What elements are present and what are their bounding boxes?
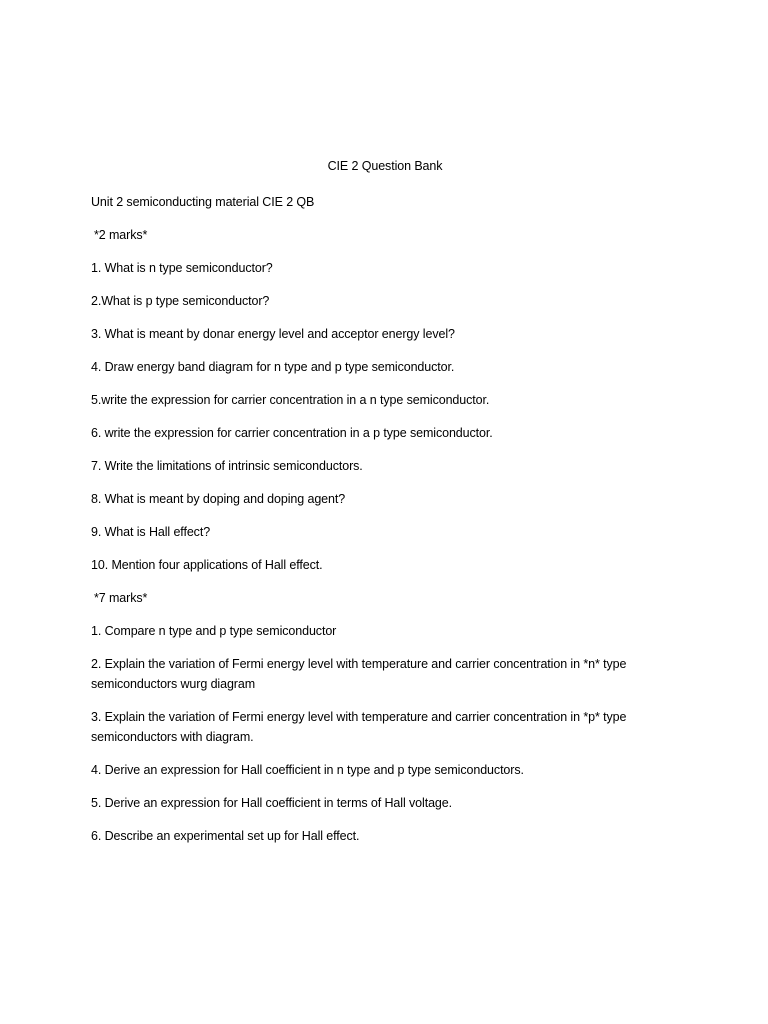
- question-2m-4: 4. Draw energy band diagram for n type and p type semiconductor.: [91, 360, 455, 374]
- question-2m-1: 1. What is n type semiconductor?: [91, 261, 273, 275]
- question-7m-5: 5. Derive an expression for Hall coefficient in terms of Hall voltage.: [91, 796, 452, 810]
- document-title: [0, 159, 768, 173]
- question-2m-10: 10. Mention four applications of Hall effect.: [91, 558, 323, 572]
- question-7m-3: 3. Explain the variation of Fermi energy level with temperature and carrier concentration in *p* type semiconductors with diagram.: [91, 710, 627, 744]
- unit-heading: Unit 2 semiconducting material CIE 2 QB: [91, 195, 315, 209]
- question-2m-3: 3. What is meant by donar energy level and acceptor energy level?: [91, 327, 455, 341]
- question-2m-2: 2.What is p type semiconductor?: [91, 294, 270, 308]
- question-7m-1: 1. Compare n type and p type semiconductor: [91, 624, 337, 638]
- document-body: [91, 192, 681, 859]
- document-title-text: CIE 2 Question Bank: [327, 159, 443, 173]
- question-2m-5: 5.write the expression for carrier concentration in a n type semiconductor.: [91, 393, 490, 407]
- section-label-2-marks: *2 marks*: [94, 228, 148, 242]
- question-2m-8: 8. What is meant by doping and doping agent?: [91, 492, 346, 506]
- question-7m-4: 4. Derive an expression for Hall coefficient in n type and p type semiconductors.: [91, 763, 524, 777]
- question-2m-6: 6. write the expression for carrier concentration in a p type semiconductor.: [91, 426, 493, 440]
- section-label-7-marks: *7 marks*: [94, 591, 148, 605]
- question-2m-7: 7. Write the limitations of intrinsic semiconductors.: [91, 459, 363, 473]
- question-7m-2: 2. Explain the variation of Fermi energy level with temperature and carrier concentration in *n* type semiconductors wurg diagram: [91, 657, 627, 691]
- question-2m-9: 9. What is Hall effect?: [91, 525, 211, 539]
- question-7m-6: 6. Describe an experimental set up for Hall effect.: [91, 829, 360, 843]
